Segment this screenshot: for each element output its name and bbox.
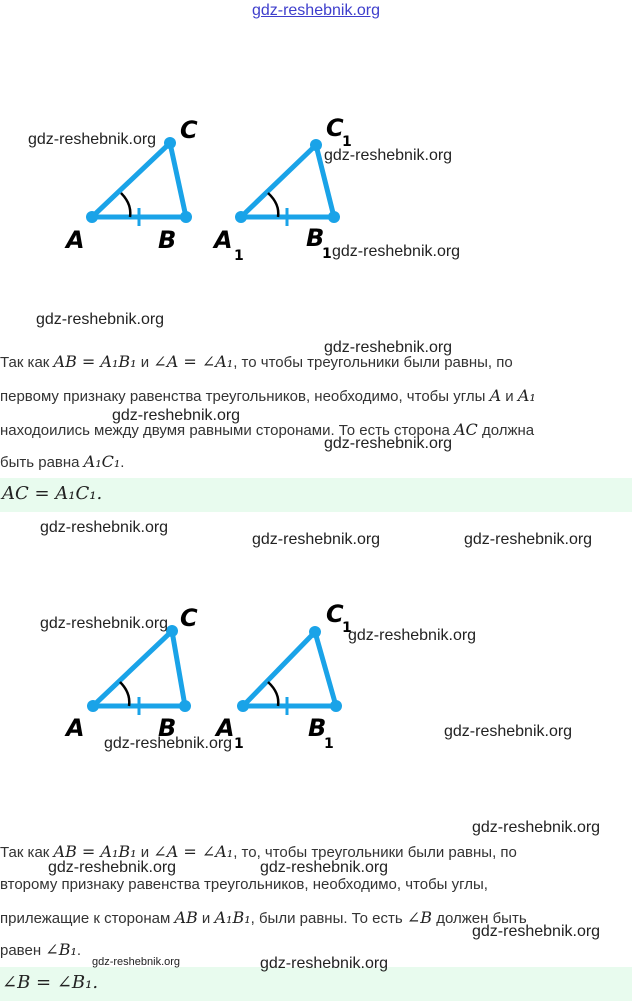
watermark-top-link[interactable]: gdz-reshebnik.org bbox=[251, 2, 381, 19]
text-run: , то, чтобы треугольники были равны, по bbox=[233, 844, 517, 861]
label-b1: B bbox=[306, 224, 325, 252]
watermark: gdz-reshebnik.org bbox=[464, 531, 593, 548]
label-b: B bbox=[158, 226, 177, 254]
label-a1: A bbox=[216, 714, 235, 742]
watermark: gdz-reshebnik.org bbox=[112, 407, 241, 424]
watermark: gdz-reshebnik.org bbox=[472, 819, 601, 836]
label-c1: C bbox=[326, 114, 344, 142]
label-a1-sub: 1 bbox=[234, 248, 244, 264]
watermark: gdz-reshebnik.org bbox=[324, 339, 453, 356]
text-run: первому признаку равенства треугольников, необходимо, чтобы углы bbox=[0, 388, 490, 405]
watermark: gdz-reshebnik.org bbox=[92, 956, 181, 968]
label-a: A bbox=[66, 714, 85, 742]
math-a: A bbox=[489, 386, 502, 405]
label-c1-sub: 1 bbox=[342, 134, 352, 150]
text-run: и bbox=[501, 388, 518, 405]
math-angle-b1: ∠B₁ bbox=[45, 940, 77, 959]
answer-1-highlight bbox=[0, 478, 632, 512]
math-a1: A₁ bbox=[517, 386, 536, 405]
label-b1-sub: 1 bbox=[324, 736, 334, 752]
answer-1: AC = A₁C₁. bbox=[2, 483, 103, 504]
text-run: , то чтобы треугольники были равны, по bbox=[233, 354, 513, 371]
text-run: и bbox=[197, 910, 215, 927]
triangle-a1b1c1-1 bbox=[212, 114, 352, 264]
label-b1-sub: 1 bbox=[322, 246, 332, 262]
label-a1: A bbox=[214, 226, 233, 254]
label-a: A bbox=[66, 226, 85, 254]
text-run: второму признаку равенства треугольников, необходимо, чтобы углы, bbox=[0, 876, 488, 893]
watermark: gdz-reshebnik.org bbox=[252, 531, 381, 548]
watermark: gdz-reshebnik.org bbox=[348, 627, 477, 644]
text-run: и bbox=[136, 354, 154, 371]
math-angle-eq: ∠A = ∠A₁ bbox=[153, 352, 234, 371]
label-c1-sub: 1 bbox=[342, 620, 352, 636]
watermark: gdz-reshebnik.org bbox=[48, 859, 177, 876]
text-run: Так как bbox=[0, 844, 54, 861]
math-angle-eq: ∠A = ∠A₁ bbox=[153, 842, 234, 861]
watermark: gdz-reshebnik.org bbox=[260, 859, 389, 876]
math-ac: AC bbox=[454, 420, 478, 439]
text-run: , были равны. То есть bbox=[250, 910, 407, 927]
watermark: gdz-reshebnik.org bbox=[332, 243, 461, 260]
text-run: Так как bbox=[0, 354, 54, 371]
label-a1-sub: 1 bbox=[234, 736, 244, 752]
text-run: должен быть bbox=[432, 910, 527, 927]
watermark: gdz-reshebnik.org bbox=[28, 131, 157, 148]
label-c: C bbox=[180, 116, 198, 144]
watermark: gdz-reshebnik.org bbox=[260, 955, 389, 972]
watermark: gdz-reshebnik.org bbox=[444, 723, 573, 740]
math-ab-eq: AB = A₁B₁ bbox=[53, 352, 137, 371]
math-a1c1: A₁C₁ bbox=[83, 452, 121, 471]
label-b1: B bbox=[308, 714, 327, 742]
triangle-a1b1c1-2 bbox=[214, 600, 352, 752]
label-c: C bbox=[180, 604, 198, 632]
watermark: gdz-reshebnik.org bbox=[324, 147, 453, 164]
answer-2: ∠B = ∠B₁. bbox=[2, 972, 99, 993]
text-run: быть равна bbox=[0, 454, 84, 471]
watermark: gdz-reshebnik.org bbox=[104, 735, 233, 752]
watermark: gdz-reshebnik.org bbox=[324, 435, 453, 452]
text-run: находоились между двумя равными сторонами. То есть сторона bbox=[0, 422, 454, 439]
watermark: gdz-reshebnik.org bbox=[36, 311, 165, 328]
math-ab-eq: AB = A₁B₁ bbox=[53, 842, 137, 861]
math-ab: AB bbox=[174, 908, 198, 927]
watermark: gdz-reshebnik.org bbox=[40, 615, 169, 632]
label-c1: C bbox=[326, 600, 344, 628]
text-run: и bbox=[136, 844, 154, 861]
text-run: . bbox=[76, 942, 82, 959]
text-run: прилежащие к сторонам bbox=[0, 910, 175, 927]
watermark: gdz-reshebnik.org bbox=[40, 519, 169, 536]
text-run: равен bbox=[0, 942, 46, 959]
text-run: должна bbox=[477, 422, 535, 439]
figure-1 bbox=[0, 100, 632, 270]
label-b: B bbox=[158, 714, 177, 742]
watermark: gdz-reshebnik.org bbox=[472, 923, 601, 940]
text-run: . bbox=[120, 454, 125, 471]
math-angle-b: ∠B bbox=[406, 908, 433, 927]
math-a1b1: A₁B₁ bbox=[214, 908, 251, 927]
